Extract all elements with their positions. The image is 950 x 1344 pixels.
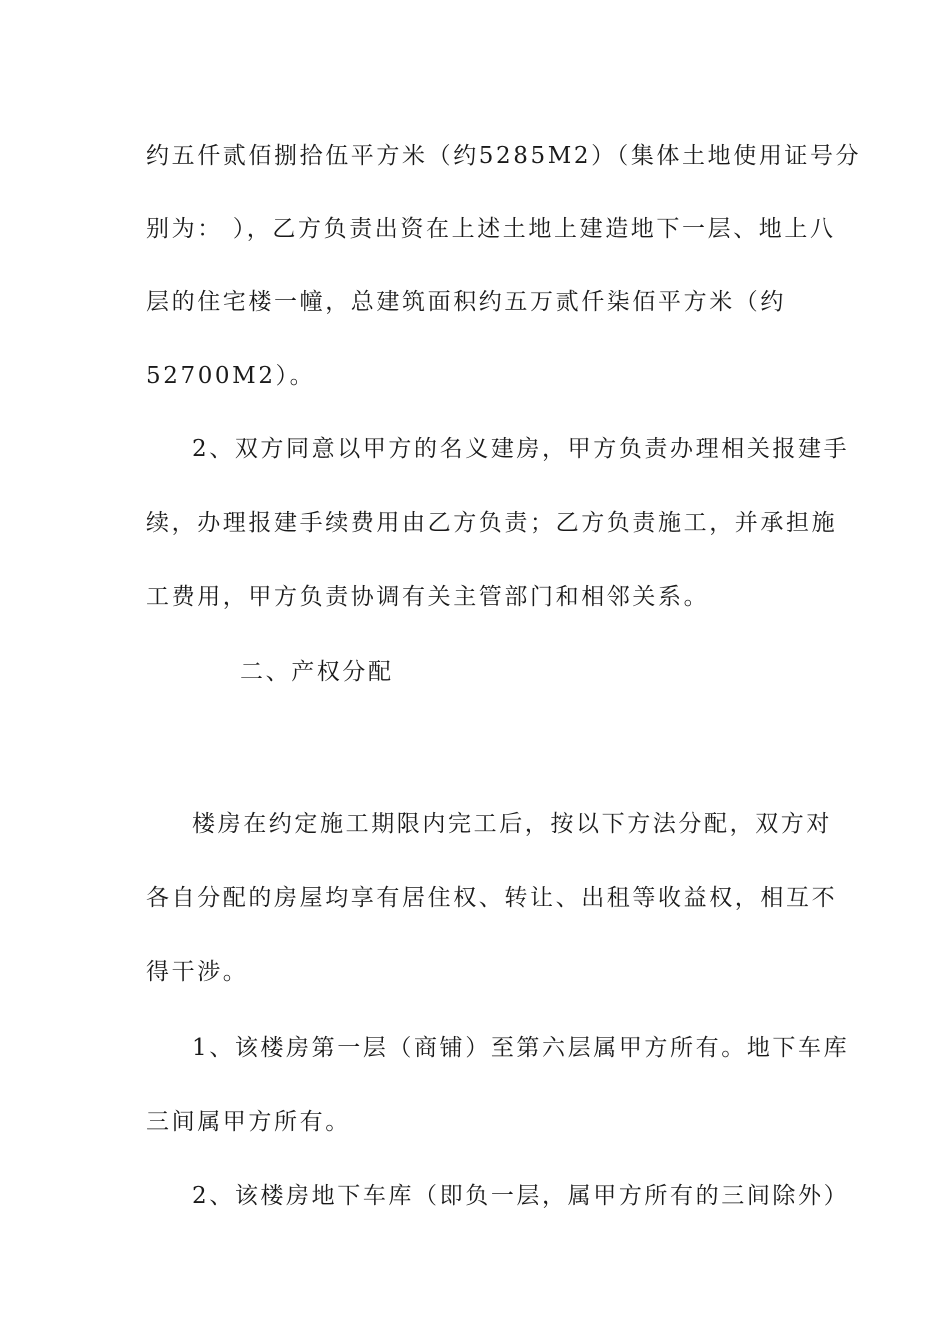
paragraph-2-line-1: 2、双方同意以甲方的名义建房，甲方负责办理相关报建手 (192, 436, 850, 462)
text-line-1: 约五仟贰佰捌拾伍平方米（约5285M2）（集体土地使用证号分 (146, 143, 862, 169)
item-1-line-1: 1、该楼房第一层（商铺）至第六层属甲方所有。地下车库 (192, 1035, 850, 1061)
text-line-3: 层的住宅楼一幢，总建筑面积约五万贰仟柒佰平方米（约 (146, 289, 786, 315)
section-heading: 二、产权分配 (240, 659, 394, 685)
text-line-4: 52700M2）。 (146, 363, 316, 389)
paragraph-2-line-3: 工费用，甲方负责协调有关主管部门和相邻关系。 (146, 584, 710, 610)
paragraph-2-line-2: 续，办理报建手续费用由乙方负责；乙方负责施工，并承担施 (146, 510, 838, 536)
item-1-line-2: 三间属甲方所有。 (146, 1109, 351, 1135)
paragraph-3-line-2: 各自分配的房屋均享有居住权、转让、出租等收益权，相互不 (146, 885, 838, 911)
paragraph-3-line-3: 得干涉。 (146, 959, 249, 985)
paragraph-3-line-1: 楼房在约定施工期限内完工后，按以下方法分配，双方对 (192, 811, 832, 837)
text-line-2: 别为： ），乙方负责出资在上述土地上建造地下一层、地上八 (146, 216, 836, 242)
item-2-line-1: 2、该楼房地下车库（即负一层，属甲方所有的三间除外） (192, 1183, 850, 1209)
